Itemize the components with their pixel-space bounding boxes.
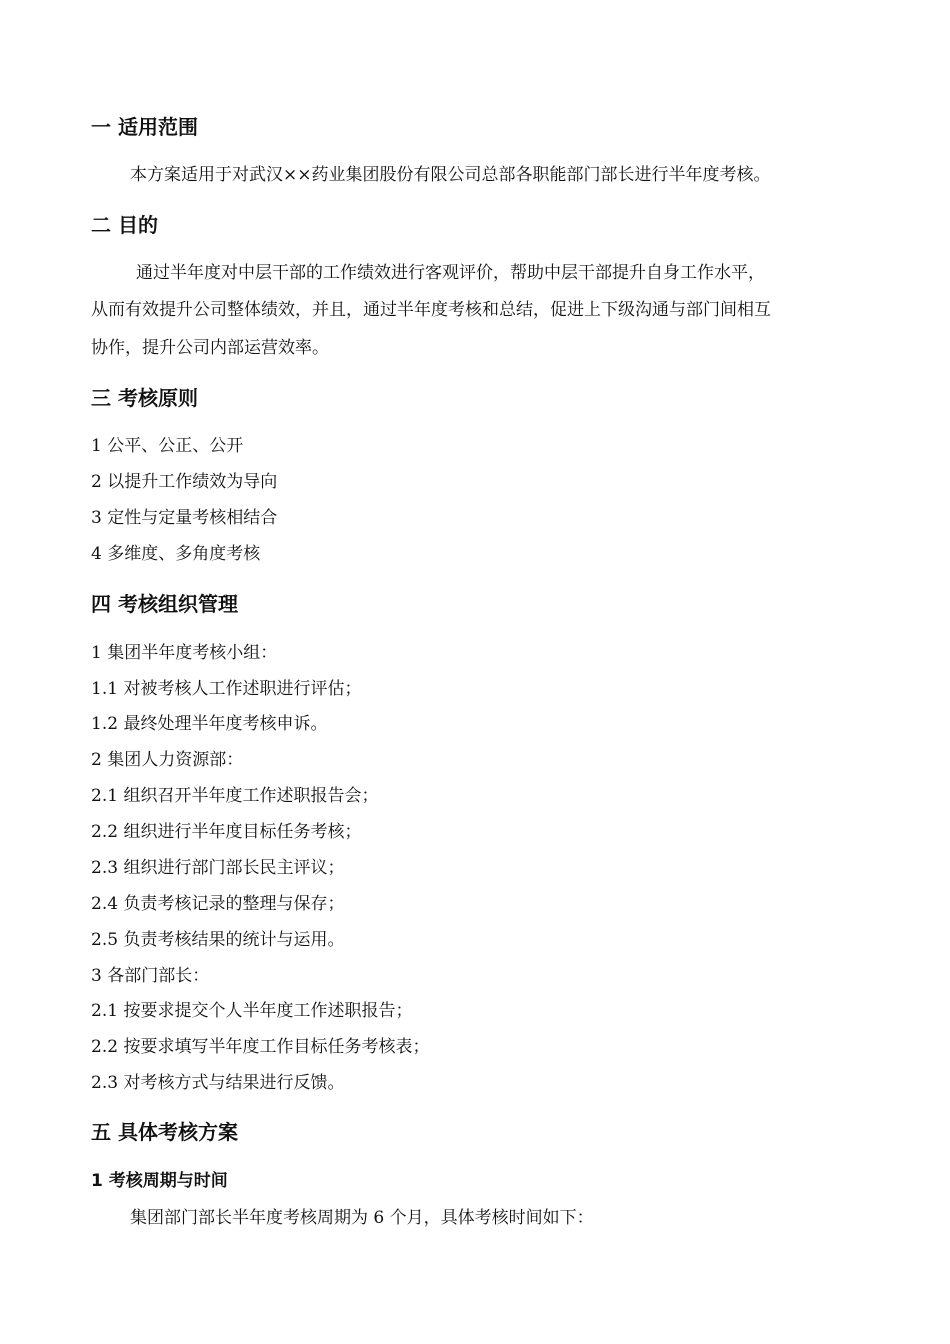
principle-item: 1 公平、公正、公开 <box>91 436 244 456</box>
section-heading-purpose: 二 目的 <box>91 213 158 237</box>
section-heading-scope: 一 适用范围 <box>91 115 198 139</box>
organization-item: 1 集团半年度考核小组： <box>91 643 278 663</box>
organization-item: 2.5 负责考核结果的统计与运用。 <box>91 930 345 950</box>
principle-item: 2 以提升工作绩效为导向 <box>91 472 278 492</box>
organization-item: 2.3 组织进行部门部长民主评议； <box>91 858 345 878</box>
organization-item: 3 各部门部长： <box>91 966 210 986</box>
purpose-line-3: 协作，提升公司内部运营效率。 <box>91 338 329 358</box>
organization-item: 2.1 组织召开半年度工作述职报告会； <box>91 786 379 806</box>
section-heading-organization: 四 考核组织管理 <box>91 592 238 616</box>
cycle-paragraph: 集团部门部长半年度考核周期为 6 个月，具体考核时间如下： <box>130 1208 594 1228</box>
organization-item: 2.2 组织进行半年度目标任务考核； <box>91 822 362 842</box>
section-heading-plan: 五 具体考核方案 <box>91 1120 238 1144</box>
organization-item: 1.1 对被考核人工作述职进行评估； <box>91 679 362 699</box>
principle-item: 4 多维度、多角度考核 <box>91 544 261 564</box>
organization-item: 2.3 对考核方式与结果进行反馈。 <box>91 1073 345 1093</box>
organization-item: 2.2 按要求填写半年度工作目标任务考核表； <box>91 1037 430 1057</box>
organization-item: 2.4 负责考核记录的整理与保存； <box>91 894 345 914</box>
organization-item: 2.1 按要求提交个人半年度工作述职报告； <box>91 1001 413 1021</box>
purpose-line-2: 从而有效提升公司整体绩效，并且，通过半年度考核和总结，促进上下级沟通与部门间相互 <box>91 300 771 320</box>
scope-paragraph: 本方案适用于对武汉××药业集团股份有限公司总部各职能部门部长进行半年度考核。 <box>130 165 771 185</box>
organization-item: 1.2 最终处理半年度考核申诉。 <box>91 714 328 734</box>
subsection-heading-cycle: 1 考核周期与时间 <box>91 1171 228 1191</box>
organization-item: 2 集团人力资源部： <box>91 750 244 770</box>
section-heading-principles: 三 考核原则 <box>91 386 198 410</box>
purpose-line-1: 通过半年度对中层干部的工作绩效进行客观评价，帮助中层干部提升自身工作水平， <box>136 263 765 283</box>
principle-item: 3 定性与定量考核相结合 <box>91 508 278 528</box>
